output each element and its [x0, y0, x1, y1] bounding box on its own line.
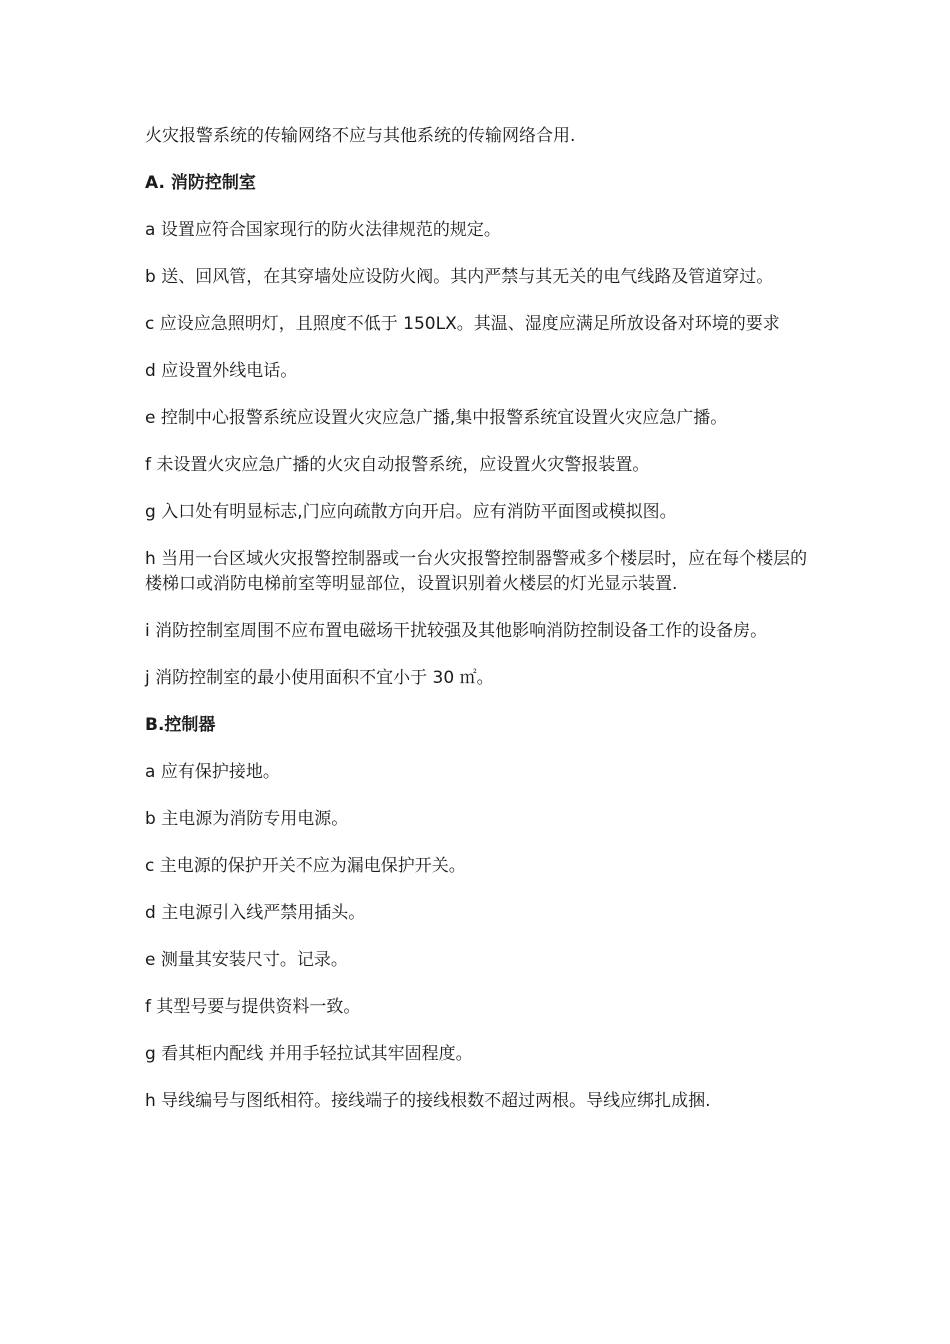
section-a-item-c: c 应设应急照明灯，且照度不低于 150LX。其温、湿度应满足所放设备对环境的要求 — [145, 314, 780, 334]
section-a-item-a: a 设置应符合国家现行的防火法律规范的规定。 — [145, 220, 501, 240]
section-b-item-a: a 应有保护接地。 — [145, 762, 280, 782]
section-b-item-f: f 其型号要与提供资料一致。 — [145, 997, 361, 1017]
document-page — [145, 124, 810, 1136]
section-b-item-d: d 主电源引入线严禁用插头。 — [145, 903, 366, 923]
section-a-item-d: d 应设置外线电话。 — [145, 361, 298, 381]
section-b-item-e: e 测量其安装尺寸。记录。 — [145, 950, 348, 970]
section-a-item-g: g 入口处有明显标志,门应向疏散方向开启。应有消防平面图或模拟图。 — [145, 502, 677, 522]
section-a-item-b: b 送、回风管，在其穿墙处应设防火阀。其内严禁与其无关的电气线路及管道穿过。 — [145, 267, 774, 287]
section-b-item-c: c 主电源的保护开关不应为漏电保护开关。 — [145, 856, 466, 876]
section-a-item-h: h 当用一台区域火灾报警控制器或一台火灾报警控制器警戒多个楼层时，应在每个楼层的楼梯口或消防电梯前室等明显部位，设置识别着火楼层的灯光显示装置. — [145, 549, 808, 594]
section-a-heading: A. 消防控制室 — [145, 173, 256, 193]
section-b-heading: B.控制器 — [145, 715, 216, 735]
section-b-item-b: b 主电源为消防专用电源。 — [145, 809, 349, 829]
section-b-item-g: g 看其柜内配线 并用手轻拉试其牢固程度。 — [145, 1044, 473, 1064]
intro-paragraph: 火灾报警系统的传输网络不应与其他系统的传输网络合用. — [145, 126, 576, 146]
section-a-item-j: j 消防控制室的最小使用面积不宜小于 30 ㎡。 — [145, 668, 494, 688]
section-a-item-e: e 控制中心报警系统应设置火灾应急广播,集中报警系统宜设置火灾应急广播。 — [145, 408, 728, 428]
section-b-item-h: h 导线编号与图纸相符。接线端子的接线根数不超过两根。导线应绑扎成捆. — [145, 1091, 711, 1111]
section-a-item-f: f 未设置火灾应急广播的火灾自动报警系统，应设置火灾警报装置。 — [145, 455, 650, 475]
section-a-item-i: i 消防控制室周围不应布置电磁场干扰较强及其他影响消防控制设备工作的设备房。 — [145, 621, 768, 641]
